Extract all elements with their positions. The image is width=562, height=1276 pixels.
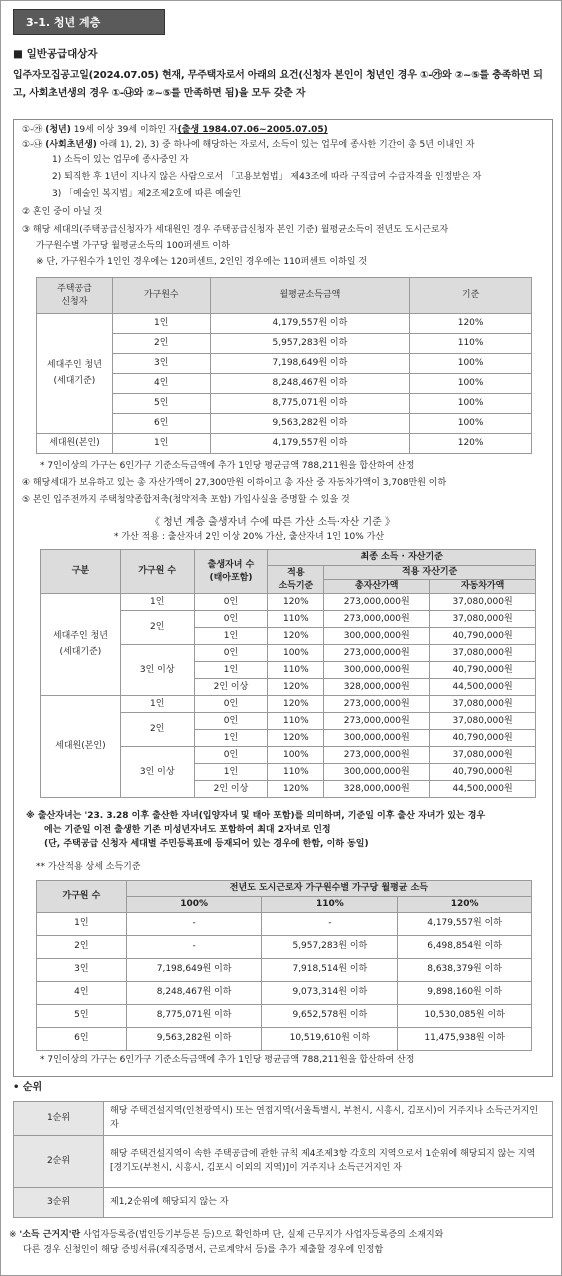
t2-size: 2인 <box>120 611 194 645</box>
t2-total: 273,000,000원 <box>324 713 430 730</box>
t2-total: 300,000,000원 <box>324 662 430 679</box>
rank-table <box>13 1101 553 1218</box>
t2-h-final: 최종 소득 · 자산기준 <box>268 550 536 566</box>
t2-car: 40,790,000원 <box>430 730 536 747</box>
t3-h-size: 가구원 수 <box>37 881 127 913</box>
t3-value: 8,248,467원 이하 <box>126 982 262 1005</box>
t3-value: - <box>126 936 262 959</box>
t2-total: 273,000,000원 <box>324 645 430 662</box>
t2-birth: 0인 <box>194 696 268 713</box>
t2-total: 273,000,000원 <box>324 747 430 764</box>
t2-h-income: 적용 소득기준 <box>268 566 324 594</box>
t1-size: 1인 <box>112 434 210 454</box>
t2-birth: 0인 <box>194 611 268 628</box>
t2-h-size: 가구원 수 <box>120 550 194 594</box>
t1-income: 8,775,071원 이하 <box>210 394 410 414</box>
t1-income: 4,179,557원 이하 <box>210 314 410 334</box>
req-2: ② 혼인 중이 아닐 것 <box>22 207 103 217</box>
t2-birth: 1인 <box>194 764 268 781</box>
t3-value: 10,530,085원 이하 <box>398 1005 532 1028</box>
rank-desc: 제1,2순위에 해당되지 않는 자 <box>104 1188 553 1218</box>
t2-size: 3인 이상 <box>120 645 194 696</box>
t2-note-2: 에는 기준일 이전 출생한 기존 미성년자녀도 포함하여 최대 2자녀로 인정 <box>44 825 331 835</box>
t2-car: 37,080,000원 <box>430 611 536 628</box>
rank-label: 3순위 <box>14 1188 104 1218</box>
t1-income: 4,179,557원 이하 <box>210 434 410 454</box>
t2-total: 328,000,000원 <box>324 781 430 798</box>
t3-size: 5인 <box>37 1005 127 1028</box>
req-1b: ①-㉯ (사회초년생) 아래 1), 2), 3) 중 하나에 해당하는 자로서, 소득이 있는 업무에 종사한 기간이 총 5년 이내인 자 <box>22 140 475 150</box>
t1-h-standard: 기준 <box>410 278 532 314</box>
rank-label: 2순위 <box>14 1136 104 1188</box>
t3-size: 3인 <box>37 959 127 982</box>
detail-income-table <box>36 880 532 1051</box>
req-1b-2: 2) 퇴직한 후 1년이 지나지 않은 사람으로서 「고용보험법」 제43조에 따라 구직급여 수급자격을 인정받은 자 <box>52 172 482 182</box>
t2-total: 273,000,000원 <box>324 611 430 628</box>
t2-total: 300,000,000원 <box>324 628 430 645</box>
foot-line-1: ※ '소득 근거지'란 사업자등록증(법인등기부등본 등)으로 확인하며 단, 실제 근무지가 사업자등록증의 소재지와 <box>9 1230 444 1240</box>
t1-income: 9,563,282원 이하 <box>210 414 410 434</box>
t1-standard: 100% <box>410 394 532 414</box>
section-title: ■ 일반공급대상자 <box>13 48 98 60</box>
t1-income: 8,248,467원 이하 <box>210 374 410 394</box>
t3-size: 6인 <box>37 1028 127 1051</box>
t2-birth: 1인 <box>194 730 268 747</box>
t3-value: 5,957,283원 이하 <box>262 936 398 959</box>
t2-h-car: 자동차가액 <box>430 580 536 594</box>
t3-value: 9,563,282원 이하 <box>126 1028 262 1051</box>
t2-total: 300,000,000원 <box>324 730 430 747</box>
req-3-note: ※ 단, 가구원수가 1인인 경우에는 120퍼센트, 2인인 경우에는 110퍼센트 이하일 것 <box>36 257 368 267</box>
t1-size: 3인 <box>112 354 210 374</box>
t3-value: 9,073,314원 이하 <box>262 982 398 1005</box>
t1-income: 7,198,649원 이하 <box>210 354 410 374</box>
t1-size: 6인 <box>112 414 210 434</box>
t3-size: 1인 <box>37 913 127 936</box>
t3-h-group: 전년도 도시근로자 가구원수별 가구당 월평균 소득 <box>126 881 531 897</box>
t2-total: 273,000,000원 <box>324 696 430 713</box>
t3-value: 6,498,854원 이하 <box>398 936 532 959</box>
t1-group-member: 세대원(본인) <box>37 434 113 454</box>
t2-birth: 0인 <box>194 594 268 611</box>
t2-car: 40,790,000원 <box>430 628 536 645</box>
t3-value: - <box>262 913 398 936</box>
t3-h-col: 100% <box>126 897 262 913</box>
t2-income: 120% <box>268 781 324 798</box>
t3-value: 10,519,610원 이하 <box>262 1028 398 1051</box>
t2-h-total: 총자산가액 <box>324 580 430 594</box>
t1-note: * 7인이상의 가구는 6인가구 기준소득금액에 추가 1인당 평균금액 788,211원을 합산하여 산정 <box>40 461 415 471</box>
t1-size: 2인 <box>112 334 210 354</box>
t2-income: 110% <box>268 662 324 679</box>
t3-value: 4,179,557원 이하 <box>398 913 532 936</box>
t2-size: 2인 <box>120 713 194 747</box>
t1-standard: 110% <box>410 334 532 354</box>
t2-car: 37,080,000원 <box>430 594 536 611</box>
income-table <box>36 277 532 454</box>
t2-group: 세대원(본인) <box>41 696 121 798</box>
t2-note-3: (단, 주택공급 신청자 세대별 주민등록표에 등재되어 있는 경우에 한함, 이하 동일) <box>44 839 369 849</box>
t3-value: 8,638,379원 이하 <box>398 959 532 982</box>
t2-birth: 1인 <box>194 662 268 679</box>
bonus-table <box>40 549 536 798</box>
intro-text: 입주자모집공고일(2024.07.05) 현재, 무주택자로서 아래의 요건(신청자 본인이 청년인 경우 ①-㉮와 ②~⑤를 충족하면 되고, 사회초년생의 경우 ①-㉯와 ②~⑤를 만족하면 됨)을 모두 갖춘 자 <box>13 70 543 99</box>
t2-income: 120% <box>268 594 324 611</box>
t2-car: 44,500,000원 <box>430 781 536 798</box>
t2-income: 120% <box>268 696 324 713</box>
t2-title: 《 청년 계층 출생자녀 수에 따른 가산 소득·자산 기준 》 <box>150 517 395 528</box>
t1-h-income: 월평균소득금액 <box>210 278 410 314</box>
t2-income: 100% <box>268 645 324 662</box>
req-3-line1: ③ 해당 세대의(주택공급신청자가 세대원인 경우 주택공급신청자 본인 기준) 월평균소득이 전년도 도시근로자 <box>22 225 449 235</box>
t2-subtitle: * 가산 적용 : 출산자녀 2인 이상 20% 가산, 출산자녀 1인 10% 가산 <box>114 532 385 542</box>
t2-car: 37,080,000원 <box>430 645 536 662</box>
t2-income: 110% <box>268 764 324 781</box>
t3-h-col: 110% <box>262 897 398 913</box>
t1-standard: 100% <box>410 414 532 434</box>
rank-title: • 순위 <box>13 1082 43 1093</box>
t2-car: 37,080,000원 <box>430 696 536 713</box>
t2-total: 273,000,000원 <box>324 594 430 611</box>
t3-h-col: 120% <box>398 897 532 913</box>
t2-car: 44,500,000원 <box>430 679 536 696</box>
rank-label: 1순위 <box>14 1102 104 1136</box>
req-1b-3: 3) 「예술인 복지법」제2조제2호에 따른 예술인 <box>52 189 242 199</box>
t2-income: 100% <box>268 747 324 764</box>
t1-size: 5인 <box>112 394 210 414</box>
t1-size: 1인 <box>112 314 210 334</box>
t3-size: 4인 <box>37 982 127 1005</box>
t2-income: 120% <box>268 679 324 696</box>
t2-birth: 0인 <box>194 645 268 662</box>
t1-standard: 120% <box>410 314 532 334</box>
t2-car: 40,790,000원 <box>430 662 536 679</box>
req-5: ⑤ 본인 입주전까지 주택청약종합저축(청약저축 포함) 가입사실을 증명할 수 있을 것 <box>22 495 350 505</box>
t2-car: 40,790,000원 <box>430 764 536 781</box>
foot-line-2: 다른 경우 신청인이 해당 증빙서류(재직증명서, 근로계약서 등)를 추가 제출할 경우에 인정함 <box>23 1245 384 1255</box>
t1-group-head: 세대주인 청년 (세대기준) <box>37 314 113 434</box>
section-header: 3-1. 청년 계층 <box>13 9 165 35</box>
t2-h-birth: 출생자녀 수 (태아포함) <box>194 550 268 594</box>
requirements-box <box>13 119 553 1077</box>
t2-birth: 2인 이상 <box>194 679 268 696</box>
req-3-line2: 가구원수별 가구당 월평균소득의 100퍼센트 이하 <box>36 241 230 251</box>
req-4: ④ 해당세대가 보유하고 있는 총 자산가액이 27,300만원 이하이고 총 자산 중 자동차가액이 3,708만원 이하 <box>22 478 447 488</box>
req-1b-1: 1) 소득이 있는 업무에 종사중인 자 <box>52 155 189 165</box>
rank-desc: 해당 주택건설지역(인천광역시) 또는 연접지역(서울특별시, 부천시, 시흥시, 김포시)이 거주지나 소득근거지인 자 <box>104 1102 553 1136</box>
t1-income: 5,957,283원 이하 <box>210 334 410 354</box>
t3-value: 7,918,514원 이하 <box>262 959 398 982</box>
rank-desc: 해당 주택건설지역이 속한 주택공급에 관한 규칙 제4조제3항 각호의 지역으로서 1순위에 해당되지 않는 지역[경기도(부천시, 시흥시, 김포시 이외의 지역)]이 거주지나 소득근거지인 자 <box>104 1136 553 1188</box>
t2-h-group: 구분 <box>41 550 121 594</box>
t2-size: 1인 <box>120 594 194 611</box>
t2-birth: 2인 이상 <box>194 781 268 798</box>
t3-value: 8,775,071원 이하 <box>126 1005 262 1028</box>
t1-size: 4인 <box>112 374 210 394</box>
t3-value: 9,652,578원 이하 <box>262 1005 398 1028</box>
req-1a: ①-㉮ (청년) 19세 이상 39세 이하인 자(출생 1984.07.06~2005.07.05) <box>22 125 328 135</box>
t2-total: 328,000,000원 <box>324 679 430 696</box>
t2-income: 110% <box>268 713 324 730</box>
t1-standard: 100% <box>410 354 532 374</box>
t2-total: 300,000,000원 <box>324 764 430 781</box>
t1-standard: 120% <box>410 434 532 454</box>
t2-group: 세대주인 청년 (세대기준) <box>41 594 121 696</box>
t1-h-applicant: 주택공급 신청자 <box>37 278 113 314</box>
t2-income: 120% <box>268 730 324 747</box>
t3-value: - <box>126 913 262 936</box>
t2-h-asset: 적용 자산기준 <box>324 566 536 580</box>
t2-note-1: ※ 출산자녀는 '23. 3.28 이후 출산한 자녀(입양자녀 및 태아 포함)를 의미하며, 기준일 이후 출산 자녀가 있는 경우 <box>26 811 486 821</box>
t2-car: 37,080,000원 <box>430 747 536 764</box>
t3-title: ** 가산적용 상세 소득기준 <box>36 862 141 872</box>
t2-size: 3인 이상 <box>120 747 194 798</box>
t2-income: 120% <box>268 628 324 645</box>
t2-birth: 0인 <box>194 713 268 730</box>
t3-value: 7,198,649원 이하 <box>126 959 262 982</box>
t3-size: 2인 <box>37 936 127 959</box>
t2-birth: 0인 <box>194 747 268 764</box>
t2-size: 1인 <box>120 696 194 713</box>
t1-h-size: 가구원수 <box>112 278 210 314</box>
t2-birth: 1인 <box>194 628 268 645</box>
t1-standard: 100% <box>410 374 532 394</box>
t3-note: * 7인이상의 가구는 6인가구 기준소득금액에 추가 1인당 평균금액 788,211원을 합산하여 산정 <box>40 1055 415 1065</box>
t2-car: 37,080,000원 <box>430 713 536 730</box>
t3-value: 11,475,938원 이하 <box>398 1028 532 1051</box>
t2-income: 110% <box>268 611 324 628</box>
t3-value: 9,898,160원 이하 <box>398 982 532 1005</box>
